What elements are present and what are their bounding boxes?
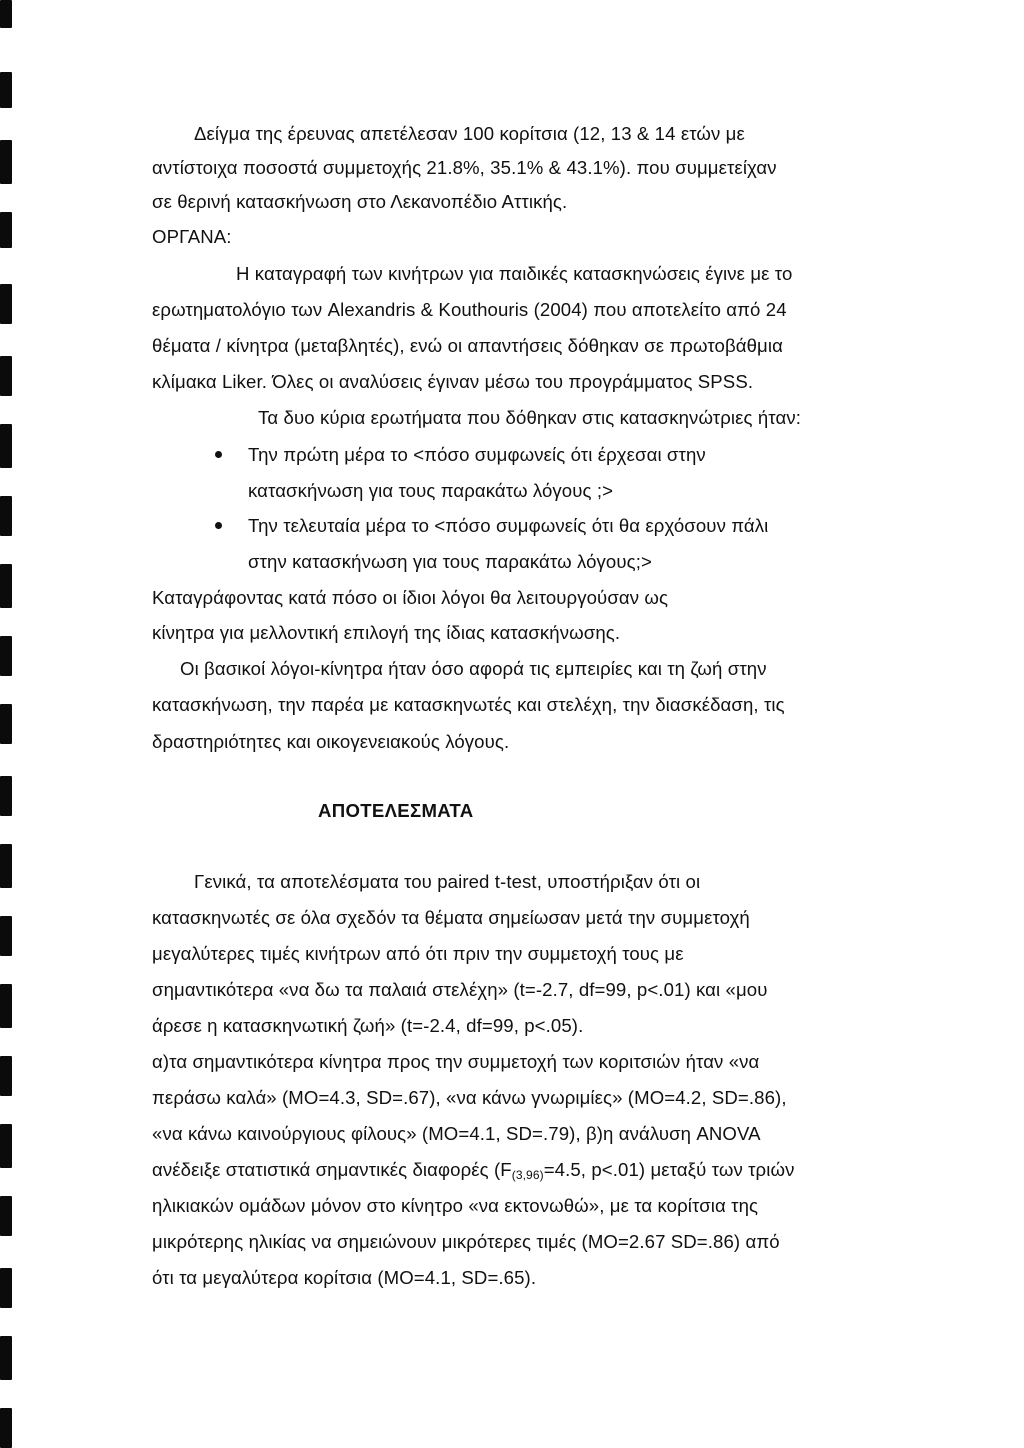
bullet-line: κατασκήνωση για τους παρακάτω λόγους ;> xyxy=(248,480,614,501)
scan-edge-mark xyxy=(0,1196,12,1236)
scan-edge-mark xyxy=(0,1056,12,1096)
scan-edge-mark xyxy=(0,496,12,536)
scan-edge-mark xyxy=(0,844,12,888)
scan-edge-mark xyxy=(0,636,12,676)
bullet-line: Την τελευταία μέρα το <πόσο συμφωνείς ότι θα ερχόσουν πάλι xyxy=(248,515,769,536)
sample-line: αντίστοιχα ποσοστά συμμετοχής 21.8%, 35.1% & 43.1%). που συμμετείχαν xyxy=(152,157,777,178)
scan-edge-mark xyxy=(0,704,12,744)
bullet-icon xyxy=(215,451,222,458)
instruments-line: κλίμακα Liker. Όλες οι αναλύσεις έγιναν μέσω του προγράμματος SPSS. xyxy=(152,371,754,392)
scan-edge-mark xyxy=(0,564,12,608)
scan-edge-mark xyxy=(0,212,12,248)
scan-edge-mark xyxy=(0,424,12,468)
motives-line: Οι βασικοί λόγοι-κίνητρα ήταν όσο αφορά τις εμπειρίες και τη ζωή στην xyxy=(180,658,767,679)
sample-line: σε θερινή κατασκήνωση στο Λεκανοπέδιο Αττικής. xyxy=(152,191,568,212)
results-line: ότι τα μεγαλύτερα κορίτσια (ΜΟ=4.1, SD=.65). xyxy=(152,1267,537,1288)
scan-edge-mark xyxy=(0,1268,12,1308)
scan-edge-mark xyxy=(0,284,12,324)
scan-edge-mark xyxy=(0,356,12,396)
scan-edge-mark xyxy=(0,72,12,108)
motives-line: κατασκήνωση, την παρέα με κατασκηνωτές και στελέχη, την διασκέδαση, τις xyxy=(152,694,785,715)
scan-edge-mark xyxy=(0,1408,12,1448)
scan-edge-mark xyxy=(0,916,12,956)
results-line: άρεσε η κατασκηνωτική ζωή» (t=-2.4, df=99, p<.05). xyxy=(152,1015,584,1036)
scan-edge-mark xyxy=(0,0,12,28)
results-line: μεγαλύτερες τιμές κινήτρων από ότι πριν την συμμετοχή τους με xyxy=(152,943,684,964)
bullet-icon xyxy=(215,522,222,529)
results-line: κατασκηνωτές σε όλα σχεδόν τα θέματα σημείωσαν μετά την συμμετοχή xyxy=(152,907,750,928)
results-line: Γενικά, τα αποτελέσματα του paired t-test, υποστήριξαν ότι οι xyxy=(194,871,701,892)
instruments-label: ΟΡΓΑΝΑ: xyxy=(152,226,232,247)
sample-line: Δείγμα της έρευνας απετέλεσαν 100 κορίτσια (12, 13 & 14 ετών με xyxy=(194,123,745,144)
anova-line xyxy=(152,1158,794,1187)
instruments-line: ερωτηματολόγιο των Alexandris & Kouthouris (2004) που αποτελείτο από 24 xyxy=(152,299,787,320)
recording-line: Καταγράφοντας κατά πόσο οι ίδιοι λόγοι θα λειτουργούσαν ως xyxy=(152,587,669,608)
instruments-line: θέματα / κίνητρα (μεταβλητές), ενώ οι απαντήσεις δόθηκαν σε πρωτοβάθμια xyxy=(152,335,783,356)
results-line: «να κάνω καινούργιους φίλους» (ΜΟ=4.1, SD=.79), β)η ανάλυση ANOVA xyxy=(152,1123,761,1144)
results-line: περάσω καλά» (ΜΟ=4.3, SD=.67), «να κάνω γνωριμίες» (ΜΟ=4.2, SD=.86), xyxy=(152,1087,787,1108)
scan-edge-mark xyxy=(0,776,12,816)
scan-edge-mark xyxy=(0,1336,12,1380)
motives-line: δραστηριότητες και οικογενειακούς λόγους. xyxy=(152,731,510,752)
scan-edge-mark xyxy=(0,1124,12,1168)
recording-line: κίνητρα για μελλοντική επιλογή της ίδιας κατασκήνωσης. xyxy=(152,622,621,643)
anova-text-after: =4.5, p<.01) μεταξύ των τριών xyxy=(543,1159,795,1180)
bullet-line: Την πρώτη μέρα το <πόσο συμφωνείς ότι έρχεσαι στην xyxy=(248,444,706,465)
anova-text-before: ανέδειξε στατιστικά σημαντικές διαφορές (F xyxy=(152,1159,512,1180)
results-line: σημαντικότερα «να δω τα παλαιά στελέχη» (t=-2.7, df=99, p<.01) και «μου xyxy=(152,979,768,1000)
instruments-line: Η καταγραφή των κινήτρων για παιδικές κατασκηνώσεις έγινε με το xyxy=(236,263,793,284)
bullet-line: στην κατασκήνωση για τους παρακάτω λόγους;> xyxy=(248,551,652,572)
questions-intro: Τα δυο κύρια ερωτήματα που δόθηκαν στις κατασκηνώτριες ήταν: xyxy=(258,407,802,428)
results-line: α)τα σημαντικότερα κίνητρα προς την συμμετοχή των κοριτσιών ήταν «να xyxy=(152,1051,760,1072)
scan-edge-mark xyxy=(0,140,12,184)
scan-edge-mark xyxy=(0,984,12,1028)
results-line: ηλικιακών ομάδων μόνον στο κίνητρο «να εκτονωθώ», με τα κορίτσια της xyxy=(152,1195,759,1216)
results-heading: ΑΠΟΤΕΛΕΣΜΑΤΑ xyxy=(318,800,474,821)
results-line: μικρότερης ηλικίας να σημειώνουν μικρότερες τιμές (ΜΟ=2.67 SD=.86) από xyxy=(152,1231,780,1252)
anova-subscript: (3,96) xyxy=(511,1168,544,1182)
